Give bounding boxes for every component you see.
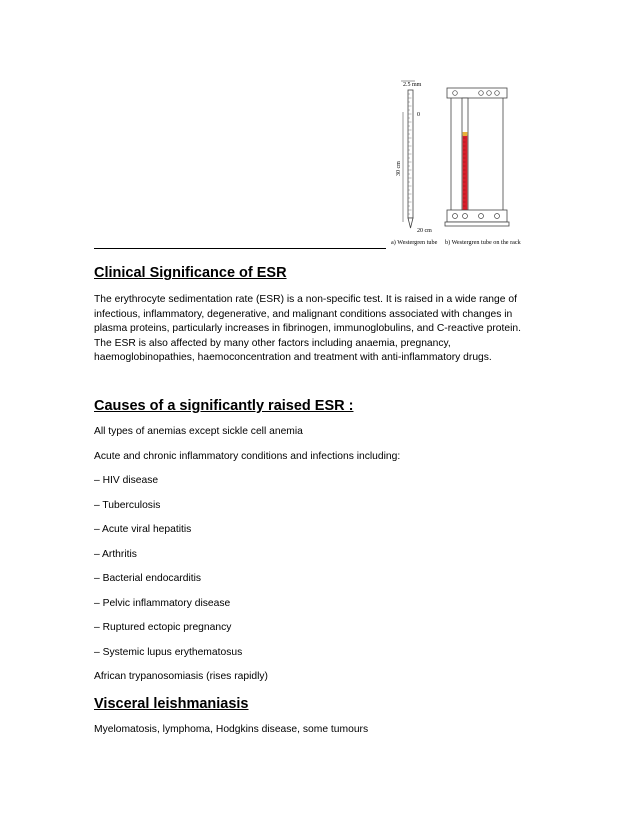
list-item: – Ruptured ectopic pregnancy [94, 622, 232, 633]
body-text: Myelomatosis, lymphoma, Hodgkins disease, some tumours [94, 724, 369, 735]
caption-b: b) Westergren tube on the rack [445, 239, 521, 246]
list-item: – Arthritis [94, 549, 137, 560]
list-item: – Pelvic inflammatory disease [94, 598, 231, 609]
westergren-illustration [385, 72, 525, 250]
heading-clinical-significance: Clinical Significance of ESR [94, 265, 287, 281]
paragraph-line-2: infectious, inflammatory, degenerative, and malignant conditions associated with changes in [94, 308, 513, 320]
caption-a: a) Westergren tube [391, 239, 438, 246]
paragraph-line-4: The ESR is also affected by many other factors including anaemia, pregnancy, [94, 337, 451, 349]
westergren-figure [385, 72, 525, 250]
paragraph-line-1: The erythrocyte sedimentation rate (ESR) is a non-specific test. It is raised in a wide range of [94, 294, 517, 305]
zero-mark-label: 0 [417, 112, 420, 118]
horizontal-rule [94, 248, 386, 249]
paragraph-line-5: haemoglobinopathies, haemoconcentration and treatment with anti-inflammatory drugs. [94, 352, 492, 363]
list-item: All types of anemias except sickle cell anemia [94, 426, 303, 437]
list-item: – Systemic lupus erythematosus [94, 647, 243, 658]
list-item: – Bacterial endocarditis [94, 573, 202, 584]
list-item: – Acute viral hepatitis [94, 524, 192, 535]
tube-width-label: 2.5 mm [403, 82, 422, 88]
tube-length-label: 30 cm [396, 161, 402, 176]
list-item: – HIV disease [94, 475, 159, 486]
heading-visceral-leishmaniasis: Visceral leishmaniasis [94, 696, 249, 712]
heading-causes: Causes of a significantly raised ESR : [94, 398, 354, 414]
list-item: African trypanosomiasis (rises rapidly) [94, 671, 268, 682]
paragraph-line-3: plasma proteins, particularly increases in fibrinogen, immunoglobulins, and C-reactive protein. [94, 323, 521, 334]
bottom-mark-label: 20 cm [417, 228, 432, 234]
plasma-interface [463, 132, 468, 136]
list-item: Acute and chronic inflammatory conditions and infections including: [94, 451, 401, 462]
list-item: – Tuberculosis [94, 500, 161, 511]
blood-column [463, 135, 468, 210]
